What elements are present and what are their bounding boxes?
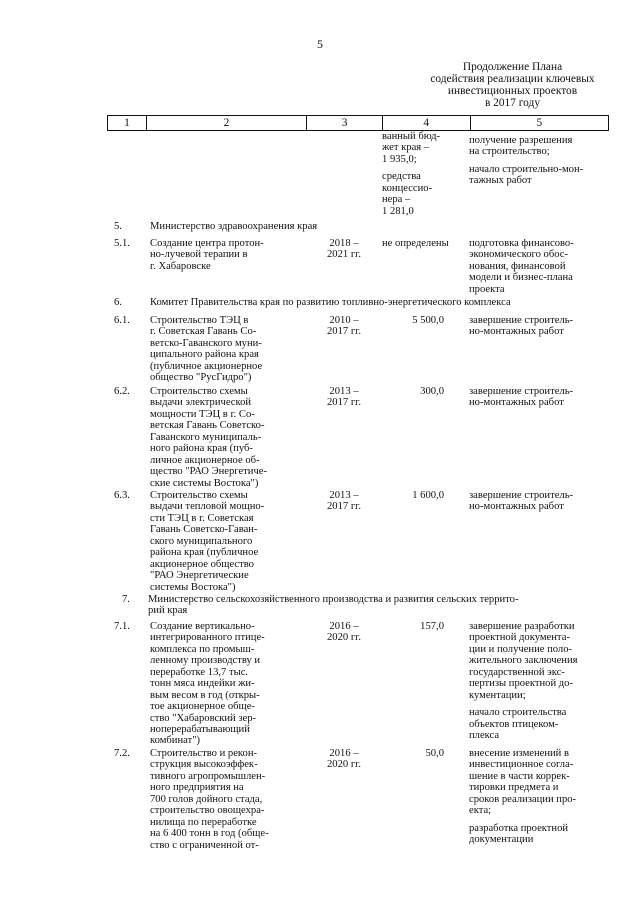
- text-line: г. Хабаровске: [150, 260, 211, 272]
- text-line: сроков реализации про-: [469, 793, 577, 805]
- project-name: [150, 238, 310, 272]
- row-number: 7.2.: [114, 748, 130, 759]
- text-line: комбинат"): [150, 735, 201, 747]
- text-line: нования, финансовой: [469, 260, 566, 272]
- continued-funding-cell: [382, 131, 454, 217]
- row-number: 6.2.: [114, 386, 130, 397]
- text-line: завершение строитель-: [469, 315, 574, 326]
- text-line: (публичное акционерное: [150, 360, 263, 372]
- document-heading: [415, 62, 610, 110]
- section-number: 7.: [122, 594, 130, 605]
- text-line: кументации;: [469, 689, 526, 701]
- text-line: общество "РусГидро"): [150, 372, 252, 384]
- project-measures: [469, 748, 609, 846]
- continued-measures-cell: [469, 135, 609, 187]
- text-line: Строительство ТЭЦ в: [150, 315, 249, 326]
- text-line: экономического обос-: [469, 249, 568, 261]
- section-number: 6.: [114, 297, 122, 308]
- text-line: рий края: [148, 605, 188, 617]
- text-line: объектов птицеком-: [469, 718, 559, 730]
- text-line: ного предприятия на: [150, 782, 244, 794]
- text-line: ство с ограниченной от-: [150, 839, 259, 851]
- text-line: мощности ТЭЦ в г. Со-: [150, 408, 255, 420]
- text-line: переработке 13,7 тыс.: [150, 666, 249, 678]
- text-line: струкция высокоэффек-: [150, 759, 258, 771]
- text-line: тонн мяса индейки жи-: [150, 678, 255, 690]
- project-funding: 300,0: [420, 386, 444, 397]
- project-name: [150, 490, 310, 593]
- column-header: 4: [383, 116, 471, 130]
- column-header-row: [107, 115, 609, 131]
- text-line: Гавань Советско-Гаван-: [150, 524, 258, 536]
- text-line: Строительство и рекон-: [150, 748, 258, 759]
- text-line: интегрированного птице-: [150, 632, 265, 644]
- text-line: выдачи электрической: [150, 397, 252, 409]
- text-line: екта;: [469, 805, 492, 817]
- text-line: документации: [469, 834, 534, 846]
- text-line: 2017 гг.: [327, 501, 361, 513]
- text-line: личное акционерное об-: [150, 454, 260, 466]
- text-line: концессио-: [382, 182, 433, 194]
- text-line: Создание вертикально-: [150, 621, 255, 632]
- text-line: завершение разработки: [469, 621, 575, 632]
- project-period: [316, 490, 372, 513]
- row-number: 6.3.: [114, 490, 130, 501]
- text-line: щество "РАО Энергетиче-: [150, 466, 268, 478]
- text-line: "РАО Энергетические: [150, 570, 249, 582]
- heading-line: содействия реализации ключевых: [430, 72, 595, 85]
- text-line: пертизы проектной до-: [469, 678, 574, 690]
- text-line: ции и получение поло-: [469, 643, 573, 655]
- column-header: 1: [108, 116, 147, 130]
- text-line: Гаванского муниципаль-: [150, 431, 262, 443]
- heading-line: инвестиционных проектов: [447, 84, 578, 97]
- text-line: инвестиционное согла-: [469, 759, 574, 771]
- text-line: комплекса по промыш-: [150, 643, 255, 655]
- project-funding: 1 600,0: [412, 490, 444, 501]
- text-line: тажных работ: [469, 175, 532, 187]
- project-name: [150, 748, 310, 851]
- text-line: проекта: [469, 283, 505, 295]
- text-line: района края (публичное: [150, 547, 259, 559]
- project-period: [316, 238, 372, 261]
- text-line: нилища по переработке: [150, 816, 257, 828]
- text-line: завершение строитель-: [469, 490, 574, 501]
- project-name: [150, 386, 310, 489]
- text-line: ципального района края: [150, 349, 259, 361]
- project-funding: не определены: [382, 238, 449, 249]
- text-line: г. Советская Гавань Со-: [150, 326, 257, 338]
- text-line: 1 935,0;: [382, 153, 417, 165]
- text-line: плекса: [469, 729, 500, 741]
- project-measures: [469, 386, 609, 409]
- text-line: но-монтажных работ: [469, 501, 564, 513]
- text-line: внесение изменений в: [469, 748, 569, 759]
- text-line: 2010 –: [329, 315, 359, 326]
- section-title: Министерство здравоохранения края: [150, 221, 318, 232]
- text-line: начало строительно-мон-: [469, 163, 584, 175]
- text-line: выдачи тепловой мощно-: [150, 501, 265, 513]
- text-line: 2021 гг.: [327, 249, 361, 261]
- project-measures: [469, 238, 609, 295]
- text-line: ского муниципального: [150, 535, 253, 547]
- page-number: 5: [317, 37, 323, 51]
- section-number: 5.: [114, 221, 122, 232]
- text-line: Создание центра протон-: [150, 238, 264, 249]
- text-line: тивного агропромышлен-: [150, 770, 266, 782]
- text-line: строительство овощехра-: [150, 805, 265, 817]
- text-line: вым весом в год (откры-: [150, 689, 260, 701]
- row-number: 5.1.: [114, 238, 130, 249]
- heading-line: в 2017 году: [484, 96, 541, 109]
- project-period: [316, 386, 372, 409]
- text-line: акционерное общество: [150, 558, 254, 570]
- text-line: но-монтажных работ: [469, 397, 564, 409]
- text-line: 2013 –: [329, 490, 359, 501]
- text-line: модели и бизнес-плана: [469, 272, 573, 284]
- text-line: проектной документа-: [469, 632, 570, 644]
- text-line: 700 голов дойного стада,: [150, 793, 263, 805]
- text-line: тое акционерное обще-: [150, 701, 255, 713]
- project-period: [316, 621, 372, 644]
- text-line: 1 281,0: [382, 205, 414, 217]
- project-funding: 5 500,0: [412, 315, 444, 326]
- text-line: ноперерабатывающий: [150, 723, 250, 735]
- text-line: ленному производству и: [150, 655, 261, 667]
- section-title: [148, 594, 608, 617]
- project-funding: 157,0: [420, 621, 444, 632]
- text-line: системы Востока"): [150, 581, 236, 593]
- column-header: 2: [147, 116, 307, 130]
- text-line: 2016 –: [329, 748, 359, 759]
- text-line: жет края –: [382, 142, 430, 154]
- text-line: ветская Гавань Советско-: [150, 420, 265, 432]
- text-line: сти ТЭЦ в г. Советская: [150, 512, 254, 524]
- text-line: на строительство;: [469, 146, 550, 158]
- text-line: средства: [382, 171, 421, 183]
- text-line: шение в части коррек-: [469, 770, 570, 782]
- text-line: ветско-Гаванского муни-: [150, 337, 262, 349]
- project-period: [316, 748, 372, 771]
- text-line: 2020 гг.: [327, 632, 361, 644]
- text-line: ские системы Востока"): [150, 477, 259, 489]
- text-line: но-монтажных работ: [469, 326, 564, 338]
- text-line: Строительство схемы: [150, 490, 248, 501]
- project-measures: [469, 490, 609, 513]
- row-number: 6.1.: [114, 315, 130, 326]
- text-line: разработка проектной: [469, 822, 569, 834]
- text-line: государственной экс-: [469, 666, 565, 678]
- row-number: 7.1.: [114, 621, 130, 632]
- text-line: но-лучевой терапии в: [150, 249, 248, 261]
- text-line: 2017 гг.: [327, 397, 361, 409]
- project-measures: [469, 621, 609, 741]
- project-name: [150, 315, 310, 384]
- text-line: 2018 –: [329, 238, 359, 249]
- project-measures: [469, 315, 609, 338]
- project-period: [316, 315, 372, 338]
- text-line: ство "Хабаровский зер-: [150, 712, 257, 724]
- text-line: Строительство схемы: [150, 386, 248, 397]
- text-line: нера –: [382, 194, 411, 206]
- text-line: тировки предмета и: [469, 782, 559, 794]
- text-line: на 6 400 тонн в год (обще-: [150, 828, 269, 840]
- project-name: [150, 621, 310, 747]
- column-header: 3: [307, 116, 383, 130]
- text-line: начало строительства: [469, 707, 567, 719]
- text-line: подготовка финансово-: [469, 238, 574, 249]
- heading-line: Продолжение Плана: [462, 61, 563, 73]
- text-line: ванный бюд-: [382, 131, 441, 142]
- section-title: Комитет Правительства края по развитию топливно-энергетического комплекса: [150, 297, 511, 308]
- text-line: 2017 гг.: [327, 326, 361, 338]
- text-line: 2013 –: [329, 386, 359, 397]
- text-line: Министерство сельскохозяйственного производства и развития сельских террито-: [148, 594, 519, 605]
- text-line: жительного заключения: [469, 655, 578, 667]
- project-funding: 50,0: [425, 748, 444, 759]
- column-header: 5: [536, 117, 543, 129]
- text-line: 2016 –: [329, 621, 359, 632]
- text-line: ного района края (пуб-: [150, 443, 253, 455]
- text-line: 2020 гг.: [327, 759, 361, 771]
- text-line: получение разрешения: [469, 135, 573, 146]
- text-line: завершение строитель-: [469, 386, 574, 397]
